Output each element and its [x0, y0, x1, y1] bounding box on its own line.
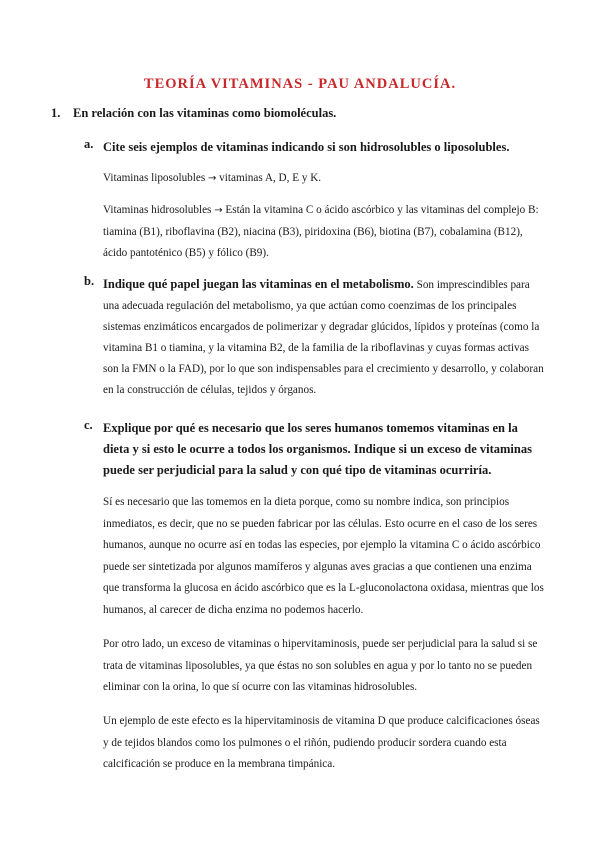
liposolubles-label: Vitaminas liposolubles [103, 172, 206, 184]
part-a-question-text: Cite seis ejemplos de vitaminas indicando si son hidrosolubles o liposolubles. [103, 140, 510, 154]
question-number: 1. [51, 106, 61, 120]
page-title: TEORÍA VITAMINAS - PAU ANDALUCÍA. [143, 76, 457, 92]
liposolubles-text: vitaminas A, D, E y K. [219, 172, 322, 184]
arrow-icon: → [214, 205, 223, 216]
part-a-question [84, 137, 544, 158]
part-b-question-text: Indique qué papel juegan las vitaminas en el metabolismo. [103, 277, 414, 291]
part-b-answer: Son imprescindibles para una adecuada regulación del metabolismo, ya que actúan como coenzimas de los principales sistemas enzimáticos encargados de polimerizar y degradar glúcidos, lípidos y proteínas (como la vitamina B1 o tiamina, y la vitamina B2, de la familia de la riboflavinas y cuyas formas activas son la FMN o la FAD), por lo que son indispensables para el crecimiento y desarrollo, y colaboran en la construcción de células, tejidos y órganos. [103, 279, 544, 396]
part-c-letter: c. [84, 418, 93, 432]
question-text: En relación con las vitaminas como biomoléculas. [73, 106, 337, 120]
part-c-question-text: Explique por qué es necesario que los seres humanos tomemos vitaminas en la dieta y si esto le ocurre a todos los organismos. Indique si un exceso de vitaminas puede ser perjudicial para la salud y con qué tipo de vitaminas ocurriría. [103, 421, 532, 477]
part-c-question [84, 418, 544, 481]
part-b-letter: b. [84, 274, 95, 288]
part-b [84, 274, 544, 401]
part-c-paragraph-2: Por otro lado, un exceso de vitaminas o hipervitaminosis, puede ser perjudicial para la salud si se trata de vitaminas liposolubles, ya que éstas no son solubles en agua y por lo tanto no se pueden eliminar con la orina, lo que sí ocurre con las vitaminas hidrosolubles. [103, 638, 538, 693]
part-c-paragraph-1: Sí es necesario que las tomemos en la dieta porque, como su nombre indica, son principios inmediatos, es decir, que no se pueden fabricar por las células. Esto ocurre en el caso de los seres humanos, aunque no ocurre así en todas las especies, por ejemplo la vitamina C o ácido ascórbico puede ser sintetizada por algunos mamíferos y algunas aves gracias a que contienen una enzima que transforma la glucosa en ácido ascórbico que es la L-gluconolactona oxidasa, mientras que los humanos, al carecer de dicha enzima no podemos hacerlo. [103, 496, 544, 616]
part-a-letter: a. [84, 137, 94, 151]
part-a-liposolubles [103, 168, 546, 190]
question-1 [51, 106, 336, 121]
hidrosolubles-label: Vitaminas hidrosolubles [103, 204, 212, 216]
hidrosolubles-text: Están la vitamina C o ácido ascórbico y las vitaminas del complejo B: tiamina (B1), riboflavina (B2), niacina (B3), piridoxina (B6), biotina (B7), cobalamina (B12), ácido pantoténico (B5) y fólico (B9). [103, 204, 539, 259]
part-b-content [103, 274, 544, 401]
arrow-icon: → [207, 173, 217, 184]
part-c-paragraph-3: Un ejemplo de este efecto es la hipervitaminosis de vitamina D que produce calcificaciones óseas y de tejidos blandos como los pulmones o el riñón, pudiendo producir sordera cuando esta calcificación se produce en la membrana timpánica. [103, 715, 540, 770]
part-a-hidrosolubles [103, 200, 546, 265]
